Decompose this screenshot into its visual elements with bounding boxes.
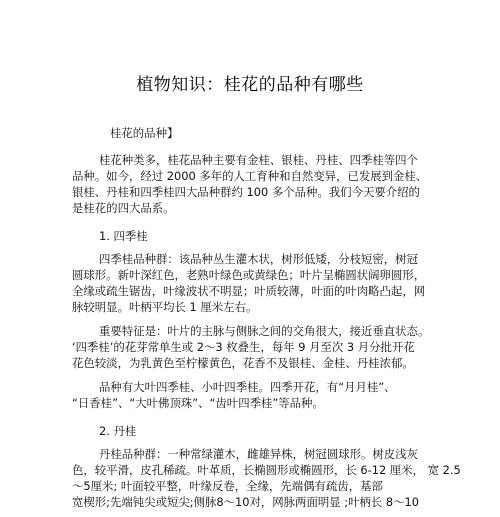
paragraph-line: 色，较平滑，皮孔稀疏。叶革质，长椭圆形或椭圆形，长 6-12 厘米， 宽 2.5	[72, 463, 461, 477]
subsection-heading: 2. 丹桂	[99, 424, 137, 438]
paragraph-line: 是桂花的四大品系。	[72, 201, 175, 215]
section-heading: 桂花的品种】	[110, 126, 179, 140]
paragraph-line: ‘四季桂’的花芽常单生或 2～3 枚叠生，每年 9 月至次 3 月分批开花	[72, 340, 415, 354]
paragraph-line: 桂花种类多，桂花品种主要有金桂、银桂、丹桂、四季桂等四个	[99, 153, 418, 167]
paragraph-line: 宽楔形;先端钝尖或短尖;侧脉8～10对，网脉两面明显 ;叶柄长 8～10	[72, 495, 420, 509]
paragraph-line: 品种。如今，经过 2000 多年的人工育种和自然变异，已发展到金桂、	[72, 169, 428, 183]
paragraph-line: 圆球形。新叶深红色，老熟叶绿色或黄绿色；叶片呈椭圆状阔卵圆形，	[72, 268, 426, 282]
subsection-heading: 1. 四季桂	[99, 229, 148, 243]
paragraph-line: 品种有大叶四季桂、小叶四季桂。四季开花，有“月月桂”、	[99, 380, 396, 394]
document-title: 植物知识：桂花的品种有哪些	[136, 75, 364, 95]
paragraph-line: 重要特征是：叶片的主脉与侧脉之间的交角很大，接近垂直状态。	[99, 324, 430, 338]
paragraph-line: 银桂、丹桂和四季桂四大品种群约 100 多个品种。我们今天要介绍的	[72, 185, 420, 199]
paragraph-line: 花色较淡，为乳黄色至柠檬黄色，花香不及银桂、金桂、丹桂浓郁。	[72, 356, 414, 370]
paragraph-line: 丹桂品种群：一种常绿灌木，雌雄异株，树冠圆球形。树皮浅灰	[99, 447, 418, 461]
paragraph-line: 脉较明显。叶柄平均长 1 厘米左右。	[72, 300, 258, 314]
paragraph-line: 四季桂品种群：该品种丛生灌木状，树形低矮，分枝短密，树冠	[99, 252, 418, 266]
paragraph-line: “日香桂”、“大叶佛顶珠”、“齿叶四季桂”等品种。	[72, 396, 324, 410]
paragraph-line: ～5厘米; 叶面较平整，叶缘反卷，全缘，先端偶有疏齿，基部	[72, 479, 383, 493]
paragraph-line: 全缘或疏生锯齿，叶缘波状不明显；叶质较薄，叶面的叶肉略凸起，网	[72, 284, 426, 298]
